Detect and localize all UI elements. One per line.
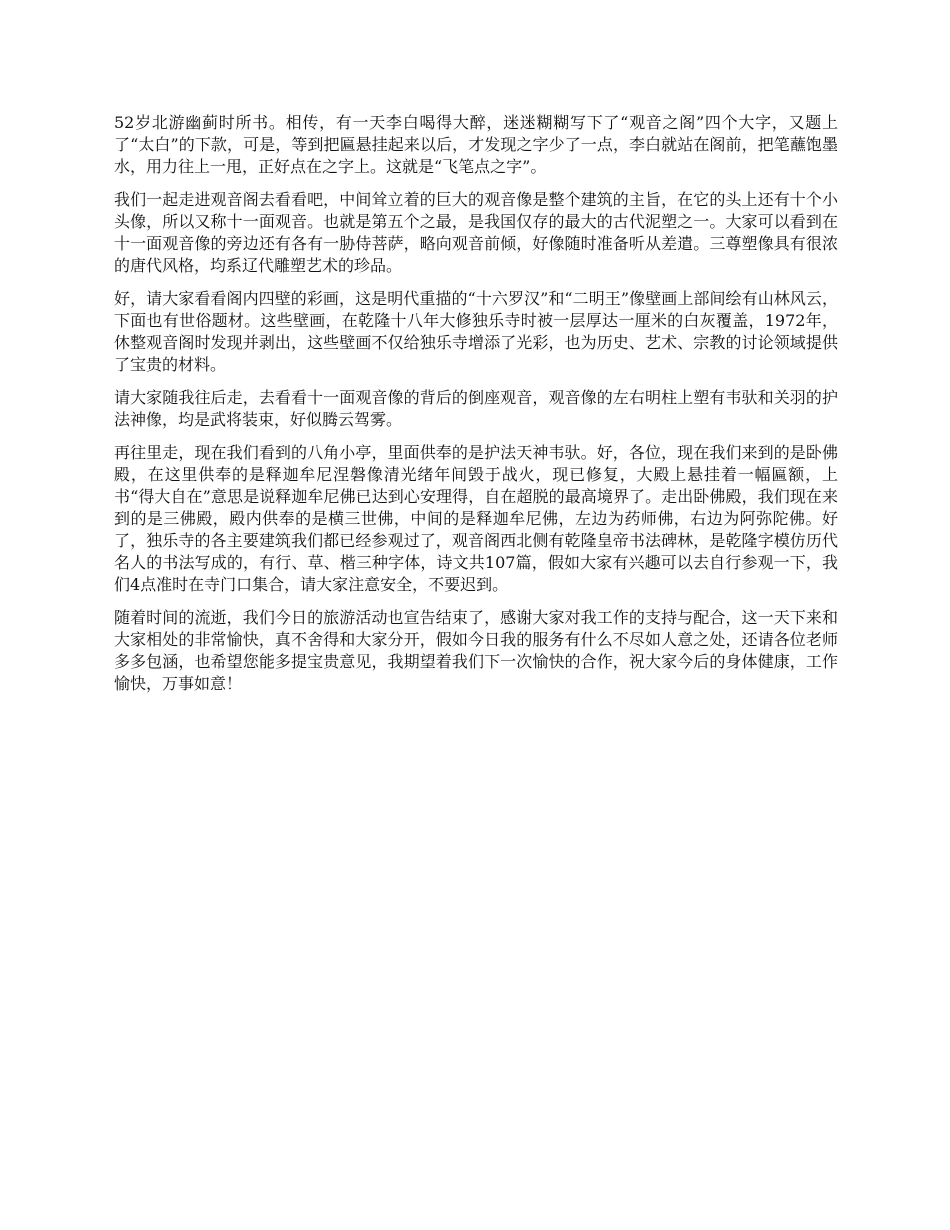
document-body <box>114 112 838 706</box>
paragraph-4: 请大家随我往后走，去看看十一面观音像的背后的倒座观音，观音像的左右明柱上塑有韦驮和关羽的护法神像，均是武将装束，好似腾云驾雾。 <box>114 388 838 429</box>
paragraph-3: 好，请大家看看阁内四壁的彩画，这是明代重描的“十六罗汉”和“二明王”像壁画上部间绘有山林风云，下面也有世俗题材。这些壁画，在乾隆十八年大修独乐寺时被一层厚达一厘米的白灰覆盖，1972年，休整观音阁时发现并剥出，这些壁画不仅给独乐寺增添了光彩，也为历史、艺术、宗教的讨论领域提供了宝贵的材料。 <box>114 289 838 374</box>
paragraph-2: 我们一起走进观音阁去看看吧，中间耸立着的巨大的观音像是整个建筑的主旨，在它的头上还有十个小头像，所以又称十一面观音。也就是第五个之最，是我国仅存的最大的古代泥塑之一。大家可以看到在十一面观音像的旁边还有各有一胁侍菩萨，略向观音前倾，好像随时准备听从差遣。三尊塑像具有很浓的唐代风格，均系辽代雕塑艺术的珍品。 <box>114 190 838 275</box>
paragraph-6: 随着时间的流逝，我们今日的旅游活动也宣告结束了，感谢大家对我工作的支持与配合，这一天下来和大家相处的非常愉快，真不舍得和大家分开，假如今日我的服务有什么不尽如人意之处，还请各位老师多多包涵，也希望您能多提宝贵意见，我期望着我们下一次愉快的合作，祝大家今后的身体健康，工作愉快，万事如意！ <box>114 608 838 693</box>
paragraph-1: 52岁北游幽蓟时所书。相传，有一天李白喝得大醉，迷迷糊糊写下了“观音之阁”四个大字，又题上了“太白”的下款，可是，等到把匾悬挂起来以后，才发现之字少了一点，李白就站在阁前，把笔蘸饱墨水，用力往上一甩，正好点在之字上。这就是“飞笔点之字”。 <box>114 113 838 176</box>
paragraph-5: 再往里走，现在我们看到的八角小亭，里面供奉的是护法天神韦驮。好，各位，现在我们来到的是卧佛殿，在这里供奉的是释迦牟尼涅磐像清光绪年间毁于战火，现已修复，大殿上悬挂着一幅匾额，上书“得大自在”意思是说释迦牟尼佛已达到心安理得，自在超脱的最高境界了。走出卧佛殿，我们现在来到的是三佛殿，殿内供奉的是横三世佛，中间的是释迦牟尼佛，左边为药师佛，右边为阿弥陀佛。好了，独乐寺的各主要建筑我们都已经参观过了，观音阁西北侧有乾隆皇帝书法碑林，是乾隆字模仿历代名人的书法写成的，有行、草、楷三种字体，诗文共107篇，假如大家有兴趣可以去自行参观一下，我们4点准时在寺门口集合，请大家注意安全，不要迟到。 <box>114 443 838 594</box>
